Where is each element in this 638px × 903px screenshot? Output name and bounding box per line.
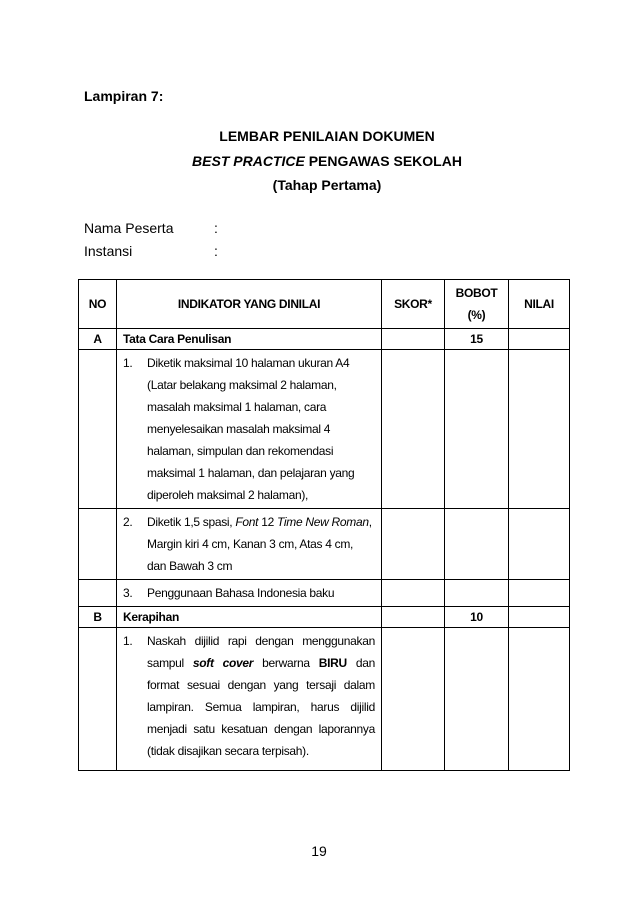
section-no: B <box>79 607 117 628</box>
document-subtitle <box>8 153 638 169</box>
nilai-cell[interactable] <box>509 509 570 580</box>
item-text-italic: Font <box>235 515 259 529</box>
skor-cell[interactable] <box>382 350 445 509</box>
nilai-cell[interactable] <box>509 350 570 509</box>
skor-cell[interactable] <box>382 329 445 350</box>
section-no: A <box>79 329 117 350</box>
indicator-item <box>117 628 382 771</box>
field-colon-instansi: : <box>214 243 218 259</box>
item-text: Diketik 1,5 spasi, <box>147 515 236 529</box>
item-number: 1. <box>123 634 133 648</box>
item-text: , Margin kiri 4 cm, Kanan 3 cm, Atas 4 cm, dan Bawah 3 cm <box>147 515 372 573</box>
item-text-italic: Time New Roman <box>276 515 369 529</box>
field-label-instansi: Instansi <box>84 243 133 259</box>
bobot-cell <box>445 580 509 607</box>
item-text-bold: BIRU <box>318 656 347 670</box>
table-header-row <box>79 280 570 329</box>
item-text-bold-italic: soft cover <box>192 656 254 670</box>
document-stage: (Tahap Pertama) <box>272 177 382 193</box>
bobot-cell <box>445 628 509 771</box>
field-colon-nama-peserta: : <box>214 220 218 236</box>
field-label-nama-peserta: Nama Peserta <box>84 220 174 236</box>
item-text: Naskah dijilid rapi dengan menggunakan sampul <box>147 634 375 670</box>
bobot-cell <box>445 509 509 580</box>
bobot-cell <box>445 350 509 509</box>
header-bobot-line1: BOBOT <box>455 286 498 300</box>
nilai-cell[interactable] <box>509 607 570 628</box>
header-no: NO <box>79 280 117 329</box>
subtitle-italic: BEST PRACTICE <box>192 153 305 169</box>
skor-cell[interactable] <box>382 580 445 607</box>
nilai-cell[interactable] <box>509 628 570 771</box>
skor-cell[interactable] <box>382 509 445 580</box>
section-bobot: 15 <box>445 329 509 350</box>
assessment-table <box>78 279 570 771</box>
section-row-a <box>79 329 570 350</box>
item-number: 1. <box>123 356 133 370</box>
document-title: LEMBAR PENILAIAN DOKUMEN <box>219 128 435 144</box>
section-row-b <box>79 607 570 628</box>
item-number: 3. <box>123 586 133 600</box>
item-text: berwarna <box>253 656 319 670</box>
item-text: dan format sesuai dengan yang tersaji dalam lampiran. Semua lampiran, harus dijilid menjadi satu kesatuan dengan laporannya (tidak disajikan secara terpisah). <box>147 656 376 758</box>
nilai-cell[interactable] <box>509 580 570 607</box>
item-number: 2. <box>123 515 133 529</box>
subtitle-rest: PENGAWAS SEKOLAH <box>304 153 462 169</box>
nilai-cell[interactable] <box>509 329 570 350</box>
table-row <box>79 350 570 509</box>
section-title: Tata Cara Penulisan <box>117 329 382 350</box>
indicator-item <box>117 580 382 607</box>
table-row <box>79 509 570 580</box>
header-nilai: NILAI <box>509 280 570 329</box>
item-text: 12 <box>258 515 277 529</box>
skor-cell[interactable] <box>382 628 445 771</box>
section-bobot: 10 <box>445 607 509 628</box>
no-cell <box>79 509 117 580</box>
attachment-label: Lampiran 7: <box>84 88 164 104</box>
header-bobot-line2: (%) <box>467 308 486 322</box>
header-bobot <box>445 280 509 329</box>
section-title: Kerapihan <box>117 607 382 628</box>
item-text: Penggunaan Bahasa Indonesia baku <box>147 586 335 600</box>
item-text: Diketik maksimal 10 halaman ukuran A4 (Latar belakang maksimal 2 halaman, masalah maksimal 1 halaman, cara menyelesaikan masalah maksimal 4 halaman, simpulan dan rekomendasi maksimal 1 halaman, dan pelajaran yang diperoleh maksimal 2 halaman), <box>147 356 355 502</box>
skor-cell[interactable] <box>382 607 445 628</box>
no-cell <box>79 350 117 509</box>
indicator-item <box>117 509 382 580</box>
no-cell <box>79 628 117 771</box>
no-cell <box>79 580 117 607</box>
header-skor: SKOR* <box>382 280 445 329</box>
header-indikator: INDIKATOR YANG DINILAI <box>117 280 382 329</box>
table-row <box>79 580 570 607</box>
table-row <box>79 628 570 771</box>
indicator-item <box>117 350 382 509</box>
page-number: 19 <box>311 843 327 859</box>
